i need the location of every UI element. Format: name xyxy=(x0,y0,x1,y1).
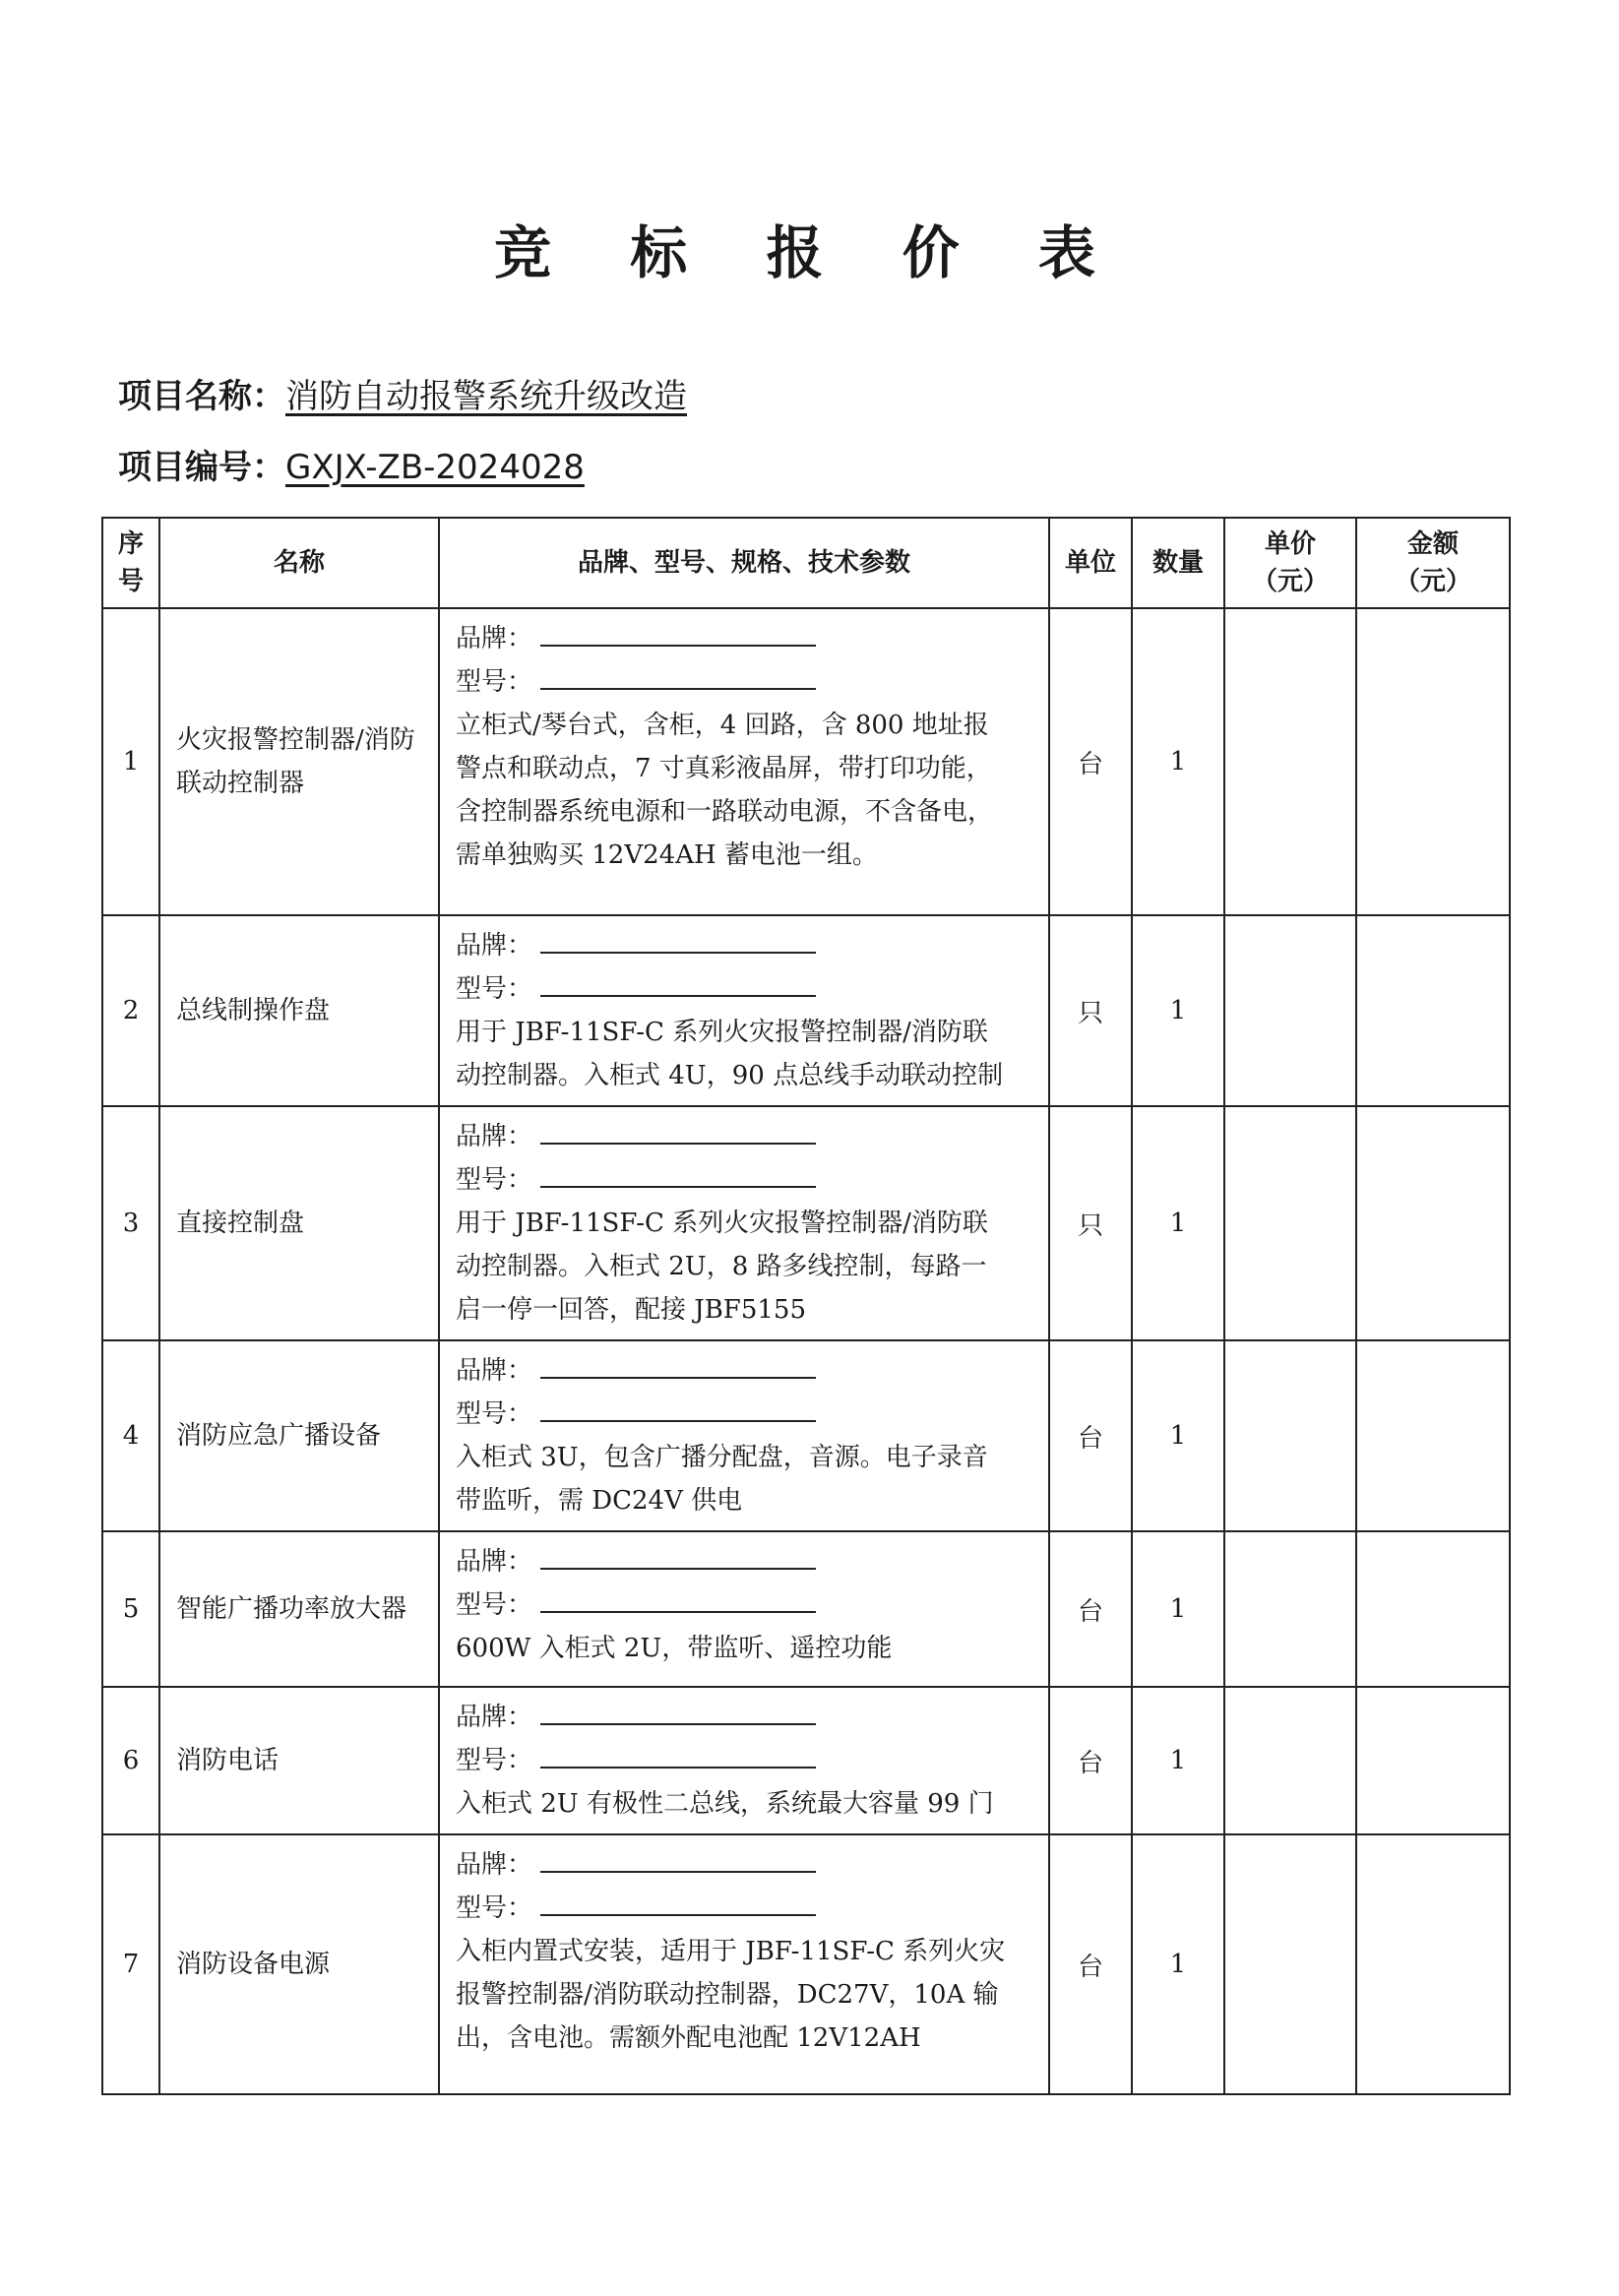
spec-text-line: 用于 JBF-11SF-C 系列火灾报警控制器/消防联 xyxy=(456,1209,988,1238)
spec-text-line: 入柜式 3U，包含广播分配盘，音源。电子录音 xyxy=(456,1443,988,1472)
row-spec xyxy=(439,608,1049,915)
row-price xyxy=(1224,1106,1356,1340)
row-name: 消防电话 xyxy=(159,1687,439,1834)
brand-line xyxy=(456,1696,1032,1739)
row-price xyxy=(1224,1531,1356,1687)
model-line xyxy=(456,967,1032,1011)
row-number: 7 xyxy=(102,1834,159,2094)
row-price xyxy=(1224,1340,1356,1531)
header-no: 序 号 xyxy=(102,518,159,608)
brand-label: 品牌： xyxy=(456,624,533,653)
row-name: 总线制操作盘 xyxy=(159,915,439,1106)
table-row xyxy=(102,1531,1510,1687)
header-price: 单价 （元） xyxy=(1224,518,1356,608)
model-label: 型号： xyxy=(456,1399,533,1429)
quote-table xyxy=(101,517,1511,2095)
brand-label: 品牌： xyxy=(456,1850,533,1880)
model-blank xyxy=(540,1583,816,1613)
spec-text-line: 动控制器。入柜式 4U，90 点总线手动联动控制 xyxy=(456,1061,1004,1090)
row-number: 6 xyxy=(102,1687,159,1834)
spec-text-line: 启一停一回答，配接 JBF5155 xyxy=(456,1295,807,1325)
spec-text-line: 入柜内置式安装，适用于 JBF-11SF-C 系列火灾 xyxy=(456,1937,1006,1966)
header-unit: 单位 xyxy=(1049,518,1132,608)
model-label: 型号： xyxy=(456,1590,533,1620)
model-line xyxy=(456,1393,1032,1436)
row-unit: 台 xyxy=(1049,1531,1132,1687)
brand-line xyxy=(456,924,1032,967)
brand-blank xyxy=(540,924,816,954)
row-qty: 1 xyxy=(1132,1687,1224,1834)
brand-line xyxy=(456,1349,1032,1393)
model-line xyxy=(456,660,1032,704)
model-label: 型号： xyxy=(456,1165,533,1195)
row-name: 消防设备电源 xyxy=(159,1834,439,2094)
spec-text-line: 含控制器系统电源和一路联动电源，不含备电， xyxy=(456,797,994,827)
row-number: 3 xyxy=(102,1106,159,1340)
row-spec xyxy=(439,1687,1049,1834)
row-spec xyxy=(439,1106,1049,1340)
row-amount xyxy=(1356,1531,1510,1687)
model-line xyxy=(456,1158,1032,1202)
project-code-label: 项目编号： xyxy=(118,448,285,487)
model-label: 型号： xyxy=(456,667,533,697)
project-code-value: GXJX-ZB-2024028 xyxy=(285,448,585,487)
row-name: 消防应急广播设备 xyxy=(159,1340,439,1531)
row-unit: 只 xyxy=(1049,1106,1132,1340)
row-spec xyxy=(439,915,1049,1106)
brand-line xyxy=(456,1115,1032,1158)
row-unit: 只 xyxy=(1049,915,1132,1106)
spec-text-line: 报警控制器/消防联动控制器，DC27V，10A 输 xyxy=(456,1980,999,2010)
row-price xyxy=(1224,1834,1356,2094)
table-row xyxy=(102,608,1510,915)
row-amount xyxy=(1356,1687,1510,1834)
brand-line xyxy=(456,617,1032,660)
row-price xyxy=(1224,608,1356,915)
project-name-line xyxy=(118,369,687,417)
row-name: 火灾报警控制器/消防联动控制器 xyxy=(159,608,439,915)
row-unit: 台 xyxy=(1049,1340,1132,1531)
project-name-value: 消防自动报警系统升级改造 xyxy=(285,377,687,416)
row-number: 1 xyxy=(102,608,159,915)
model-blank xyxy=(540,1158,816,1188)
model-blank xyxy=(540,967,816,997)
model-blank xyxy=(540,1393,816,1422)
table-row xyxy=(102,915,1510,1106)
spec-text-line: 入柜式 2U 有极性二总线，系统最大容量 99 门 xyxy=(456,1789,994,1819)
row-price xyxy=(1224,1687,1356,1834)
table-row xyxy=(102,1340,1510,1531)
page-title: 竞 标 报 价 表 xyxy=(494,219,1125,286)
row-number: 4 xyxy=(102,1340,159,1531)
row-name: 智能广播功率放大器 xyxy=(159,1531,439,1687)
brand-line xyxy=(456,1540,1032,1583)
brand-line xyxy=(456,1843,1032,1887)
row-amount xyxy=(1356,608,1510,915)
model-line xyxy=(456,1739,1032,1782)
spec-text-line: 警点和联动点，7 寸真彩液晶屏，带打印功能， xyxy=(456,754,992,783)
model-line xyxy=(456,1583,1032,1627)
model-label: 型号： xyxy=(456,974,533,1004)
spec-text-line: 带监听，需 DC24V 供电 xyxy=(456,1486,743,1516)
brand-blank xyxy=(540,1115,816,1145)
row-spec xyxy=(439,1834,1049,2094)
table-row xyxy=(102,1687,1510,1834)
row-unit: 台 xyxy=(1049,1687,1132,1834)
brand-label: 品牌： xyxy=(456,931,533,961)
header-amount: 金额 （元） xyxy=(1356,518,1510,608)
brand-label: 品牌： xyxy=(456,1356,533,1386)
row-amount xyxy=(1356,1834,1510,2094)
table-row xyxy=(102,1834,1510,2094)
spec-text-line: 出，含电池。需额外配电池配 12V12AH xyxy=(456,2023,921,2053)
brand-blank xyxy=(540,1696,816,1725)
brand-blank xyxy=(540,617,816,647)
model-blank xyxy=(540,1739,816,1769)
spec-text-line: 立柜式/琴台式，含柜，4 回路，含 800 地址报 xyxy=(456,711,989,740)
spec-text-line: 动控制器。入柜式 2U，8 路多线控制，每路一 xyxy=(456,1252,987,1281)
model-blank xyxy=(540,660,816,690)
row-number: 5 xyxy=(102,1531,159,1687)
brand-label: 品牌： xyxy=(456,1122,533,1151)
brand-blank xyxy=(540,1843,816,1873)
brand-label: 品牌： xyxy=(456,1703,533,1732)
row-qty: 1 xyxy=(1132,1340,1224,1531)
row-qty: 1 xyxy=(1132,1106,1224,1340)
row-qty: 1 xyxy=(1132,1531,1224,1687)
row-unit: 台 xyxy=(1049,1834,1132,2094)
table-header-row xyxy=(102,518,1510,608)
spec-text-line: 用于 JBF-11SF-C 系列火灾报警控制器/消防联 xyxy=(456,1018,988,1047)
project-name-label: 项目名称： xyxy=(118,377,285,416)
model-line xyxy=(456,1887,1032,1930)
row-qty: 1 xyxy=(1132,608,1224,915)
model-label: 型号： xyxy=(456,1893,533,1923)
row-qty: 1 xyxy=(1132,1834,1224,2094)
model-blank xyxy=(540,1887,816,1916)
table-row xyxy=(102,1106,1510,1340)
row-amount xyxy=(1356,1340,1510,1531)
header-qty: 数量 xyxy=(1132,518,1224,608)
model-label: 型号： xyxy=(456,1746,533,1775)
row-name: 直接控制盘 xyxy=(159,1106,439,1340)
row-amount xyxy=(1356,915,1510,1106)
header-spec: 品牌、型号、规格、技术参数 xyxy=(439,518,1049,608)
row-number: 2 xyxy=(102,915,159,1106)
row-qty: 1 xyxy=(1132,915,1224,1106)
header-name: 名称 xyxy=(159,518,439,608)
row-amount xyxy=(1356,1106,1510,1340)
brand-blank xyxy=(540,1540,816,1570)
brand-blank xyxy=(540,1349,816,1379)
row-price xyxy=(1224,915,1356,1106)
brand-label: 品牌： xyxy=(456,1547,533,1577)
row-unit: 台 xyxy=(1049,608,1132,915)
project-code-line xyxy=(118,440,585,488)
row-spec xyxy=(439,1531,1049,1687)
spec-text-line: 需单独购买 12V24AH 蓄电池一组。 xyxy=(456,840,878,870)
spec-text-line: 600W 入柜式 2U，带监听、遥控功能 xyxy=(456,1634,893,1663)
row-spec xyxy=(439,1340,1049,1531)
